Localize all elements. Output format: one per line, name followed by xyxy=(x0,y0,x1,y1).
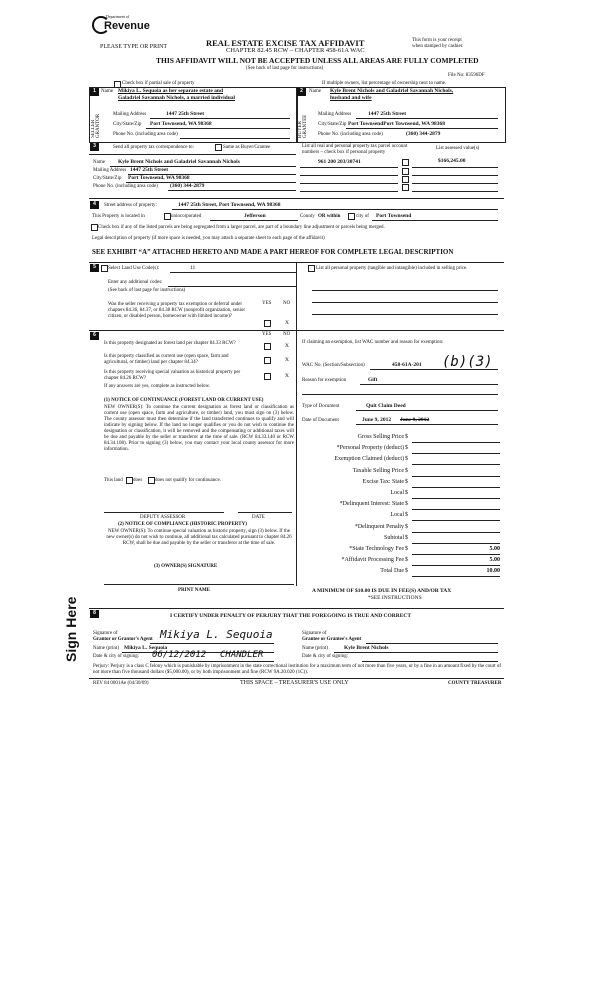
fee-row xyxy=(306,568,500,578)
forest-yes: YES xyxy=(262,332,272,337)
section-1-number: 1 xyxy=(90,88,99,96)
print-name-label: PRINT NAME xyxy=(178,588,210,593)
grantor-name-print-label: Name (print) xyxy=(93,646,119,651)
fee-value: 5.00 xyxy=(489,546,500,552)
forest-q3-answer: X xyxy=(285,373,289,379)
fee-input-line[interactable] xyxy=(412,532,500,533)
land-does-not-checkbox[interactable] xyxy=(148,477,155,484)
fee-dollar-sign: $ xyxy=(405,501,408,508)
tax-city: Port Townsend, WA 98368 xyxy=(128,175,190,181)
forest-q1-answer: X xyxy=(285,343,289,349)
same-as-buyer-checkbox[interactable] xyxy=(215,144,222,151)
segregated-label: Check box if any of the listed parcels are being segregated from a larger parcel, are part of a boundary line adjustment or parcels being merged. xyxy=(98,225,385,230)
perjury-notice: Perjury: Perjury is a class C felony which is punishable by imprisonment in the state correctional institution for a maximum term of not more than five years, or by a fine in an amount fixed by the court of not more than five thousand dollars ($5,000.00), or by both imprisonment and fine (RCW 9A.20.020 (1C)). xyxy=(93,664,502,675)
grantor-city: CHANDLER xyxy=(220,650,264,660)
buyer-mailing-label: Mailing Address xyxy=(318,112,352,117)
notice-2-body: NEW OWNER(S): To continue special valuation as historic property, sign (3) below. If the new owner(s) do not wish to continue, all additional tax calculated pursuant to chapter 84.26 RCW, shall be due and payable by the seller or transferor at the time of sale. xyxy=(106,529,292,546)
fee-label: Subtotal xyxy=(383,534,404,541)
section-4-number: 4 xyxy=(90,201,99,209)
parcels-header-1: List all real and personal property tax parcel account xyxy=(302,144,408,149)
logo-word: Revenue xyxy=(104,20,150,32)
dor-logo xyxy=(92,14,162,40)
grantee-name-print-label: Name (print) xyxy=(302,646,328,651)
street-label: Street address of property: xyxy=(104,203,157,208)
parcel-1-checkbox[interactable] xyxy=(402,159,409,166)
fee-dollar-sign: $ xyxy=(405,478,408,485)
tax-phone: (360) 344-2879 xyxy=(170,183,205,189)
this-land-label: This land xyxy=(104,478,123,483)
wac-value: 458-61A-201 xyxy=(392,362,422,368)
grantor-date-city-label: Date & city of signing: xyxy=(93,654,140,659)
fee-input-line[interactable] xyxy=(412,464,500,465)
fee-input-line[interactable] xyxy=(412,576,500,577)
land-use-label: Select Land Use Code(s): xyxy=(108,266,160,271)
fee-dollar-sign: $ xyxy=(405,523,408,530)
personal-property-label: List all personal property (tangible and intangible) included in selling price. xyxy=(316,266,468,271)
fee-input-line[interactable] xyxy=(412,565,500,566)
fee-input-line[interactable] xyxy=(412,453,500,454)
buyer-name-2: husband and wife xyxy=(330,95,372,101)
section-8-number: 8 xyxy=(90,610,99,618)
fee-label: Total Due xyxy=(380,568,404,575)
grantor-signature: Mikiya L. Sequoia xyxy=(160,628,273,641)
county-label: County xyxy=(300,214,315,219)
fee-input-line[interactable] xyxy=(412,554,500,555)
seller-city: Port Townsend, WA 98368 xyxy=(150,121,212,127)
fee-row xyxy=(306,535,496,545)
parcel-3-checkbox[interactable] xyxy=(402,176,409,183)
fee-row xyxy=(306,445,496,455)
county-treasurer: COUNTY TREASURER xyxy=(448,681,502,686)
exemption-question: Was the seller receiving a property tax exemption or deferral under chapters 84.36, 84.37, or 84.38 RCW (nonprofit organization, senior citizen, or disabled person, homeowner with limited income)? xyxy=(108,302,246,319)
grantee-name-print: Kyle Brent Nichols xyxy=(344,645,389,651)
forest-no: NO xyxy=(283,332,291,337)
personal-property-checkbox[interactable] xyxy=(308,265,315,272)
doc-date-label: Date of Document xyxy=(302,418,339,423)
same-as-buyer-label: Same as Buyer/Grantee xyxy=(223,145,271,150)
form-chapter: CHAPTER 82.45 RCW – CHAPTER 458-61A WAC xyxy=(226,47,365,54)
doc-date-struck: June 9, 2012 xyxy=(400,417,430,423)
forest-q1: Is this property designated as forest land per chapter 84.33 RCW? xyxy=(104,341,236,346)
fee-label: *State Technology Fee xyxy=(349,546,404,552)
enter-additional-codes: Enter any additional codes: xyxy=(108,280,163,285)
fee-label: Excise Tax: State xyxy=(362,478,404,485)
tax-phone-label: Phone No. (including area code) xyxy=(93,184,158,189)
section-2-number: 2 xyxy=(297,88,306,96)
fee-label: Local xyxy=(390,490,404,496)
parcel-1: 961 200 203/30741 xyxy=(318,159,361,165)
fee-input-line[interactable] xyxy=(412,476,500,477)
doc-type-label: Type of Document xyxy=(302,404,340,409)
grantee-agent-label: Grantee or Grantee's Agent xyxy=(302,637,362,642)
fee-dollar-sign: $ xyxy=(405,490,408,496)
land-does-label: does xyxy=(133,478,143,483)
county-value: Jefferson xyxy=(244,213,266,219)
buyer-name-1: Kyle Brent Nichols and Galadriel Savannah Nichols, xyxy=(330,88,454,94)
grantor-name-print: Mikiya L. Sequoia xyxy=(124,645,168,651)
fee-row xyxy=(306,524,496,534)
street-address: 1447 25th Street, Port Townsend, WA 98368 xyxy=(178,202,281,208)
buyer-phone-label: Phone No. (including area code) xyxy=(318,132,383,137)
see-back: (See back of last page for instructions) xyxy=(246,66,324,71)
buyer-city: Port TownsendPort Townsend, WA 98368 xyxy=(348,121,445,127)
section-3-number: 3 xyxy=(90,143,99,151)
fee-label: Taxable Selling Price xyxy=(352,467,404,474)
legal-description-label: Legal description of property (if more space is needed, you may attach a separate sheet to each page of the affidavit) xyxy=(92,236,325,241)
fee-dollar-sign: $ xyxy=(405,445,408,452)
land-use-no: NO xyxy=(283,301,291,306)
unincorporated-checkbox[interactable] xyxy=(164,213,171,220)
forest-q2-answer: X xyxy=(285,357,289,363)
buyer-phone: (360) 344-2879 xyxy=(406,131,441,137)
deputy-date: DATE xyxy=(252,515,265,520)
buyer-name-label: Name xyxy=(309,89,321,94)
fee-row xyxy=(306,546,500,556)
fee-label: Local xyxy=(390,512,404,519)
tax-city-label: City/State/Zip xyxy=(93,176,122,181)
land-does-not-label: does not qualify for continuance. xyxy=(155,478,221,483)
city-of-checkbox[interactable] xyxy=(348,213,355,220)
fee-input-line[interactable] xyxy=(412,487,500,488)
notice-2-title: (2) NOTICE OF COMPLIANCE (HISTORIC PROPERTY) xyxy=(118,522,247,527)
fee-dollar-sign: $ xyxy=(405,557,408,564)
assessed-header: List assessed value(s) xyxy=(436,146,480,151)
reason-value: Gift xyxy=(368,377,378,383)
exempt-yes-checkbox[interactable] xyxy=(264,320,271,327)
land-use-yes: YES xyxy=(262,301,272,306)
certify-title: I CERTIFY UNDER PENALTY OF PERJURY THAT THE FOREGOING IS TRUE AND CORRECT xyxy=(170,613,412,619)
tax-name-label: Name xyxy=(93,160,105,165)
seller-name-label: Name xyxy=(101,89,113,94)
form-title: REAL ESTATE EXCISE TAX AFFIDAVIT xyxy=(206,38,365,48)
seller-mailing-label: Mailing Address xyxy=(113,112,147,117)
fee-row xyxy=(306,456,496,466)
or-within: OR within xyxy=(318,214,341,219)
tax-corr-label: Send all property tax correspondence to: xyxy=(113,145,194,150)
forest-q3: Is this property receiving special valuation as historical property per chapter 84.26 RCW? xyxy=(104,370,241,381)
seller-city-label: City/State/Zip xyxy=(113,122,142,127)
fee-dollar-sign: $ xyxy=(405,467,408,474)
logo-dept: Department of xyxy=(106,14,130,19)
parcel-2-checkbox[interactable] xyxy=(402,168,409,175)
doc-type-value: Quit Claim Deed xyxy=(366,403,406,409)
receipt-note: This form is your receipt when stamped by cashier. xyxy=(412,38,464,49)
please-type: PLEASE TYPE OR PRINT xyxy=(100,44,168,50)
fee-label: *Personal Property (deduct) xyxy=(336,445,404,452)
exhibit-reference: SEE EXHIBIT “A” ATTACHED HERETO AND MADE A PART HEREOF FOR COMPLETE LEGAL DESCRIPTION xyxy=(92,248,454,256)
tax-name: Kyle Brent Nichols and Galadriel Savannah Nichols xyxy=(118,159,240,165)
fee-input-line[interactable] xyxy=(412,520,500,521)
land-does-checkbox[interactable] xyxy=(126,477,133,484)
seller-name-1: Mikiya L. Sequoia as her separate estate and xyxy=(118,88,224,94)
partial-sale-label: Check box if partial sale of property xyxy=(122,81,195,86)
fee-input-line[interactable] xyxy=(412,442,500,443)
claim-exemption-label: If claiming an exemption, list WAC number and reason for exemption: xyxy=(302,340,444,345)
forest-if-yes: If any answers are yes, complete as instructed below. xyxy=(104,384,211,389)
fee-row xyxy=(306,434,496,444)
fee-value: 10.00 xyxy=(486,568,500,575)
form-warning: THIS AFFIDAVIT WILL NOT BE ACCEPTED UNLESS ALL AREAS ARE FULLY COMPLETED xyxy=(156,56,479,65)
file-no: File No: 83596DF xyxy=(448,73,485,78)
seller-name-2: Galadriel Savannah Nichols, a married individual xyxy=(118,95,236,101)
fee-row xyxy=(306,501,496,511)
fee-label: *Delinquent Interest: State xyxy=(339,501,404,508)
multiple-owners-note: If multiple owners, list percentage of ownership next to name. xyxy=(322,81,447,86)
fee-label: *Delinquent Penalty xyxy=(354,523,404,530)
tax-mailing-label: Mailing Address xyxy=(93,168,127,173)
fee-dollar-sign: $ xyxy=(405,456,408,463)
grantor-date: 06/12/2012 xyxy=(152,650,207,660)
seller-side-label: SELLER GRANTOR xyxy=(91,113,101,138)
fee-dollar-sign: $ xyxy=(405,546,408,552)
fee-row xyxy=(306,557,500,567)
fee-label: Gross Selling Price xyxy=(357,434,404,440)
forest-q2-yes-checkbox[interactable] xyxy=(264,357,271,364)
notice-1-body: NEW OWNER(S): To continue the current designation as forest land or classification as current use (open space, farm and agriculture, or timber) land, you must sign on (3) below. The county assessor must then determine if the land transferred continues to qualify and will indicate by signing below. If the land no longer qualifies or you do not wish to continue the designation or classification, it will be removed and the compensating or additional taxes will be due and payable by the seller or transferor at the time of sale. (RCW 84.33.140 or RCW 84.34.108). Prior to signing (3) below, you may contact your local county assessor for more information. xyxy=(104,405,294,452)
grantor-agent-label: Grantor or Grantor's Agent xyxy=(93,637,153,642)
seller-phone-label: Phone No. (including area code) xyxy=(113,132,178,137)
fee-value: 5.00 xyxy=(489,557,500,564)
fee-dollar-sign: $ xyxy=(405,568,408,575)
buyer-side-label: BUYER GRANTEE xyxy=(298,114,308,138)
land-use-checkbox[interactable] xyxy=(101,265,108,272)
fee-dollar-sign: $ xyxy=(405,534,408,541)
section-6-number: 6 xyxy=(90,332,99,340)
fee-input-line[interactable] xyxy=(412,543,500,544)
wac-handwritten: (b)(3) xyxy=(442,354,493,370)
fee-label: Exemption Claimed (deduct) xyxy=(334,456,404,463)
reason-label: Reason for exemption xyxy=(302,378,347,383)
tax-mailing: 1447 25th Street xyxy=(130,167,169,173)
minimum-due: A MINIMUM OF $10.00 IS DUE IN FEE(S) AND/OR TAX xyxy=(312,588,452,594)
fee-dollar-sign: $ xyxy=(405,434,408,440)
deputy-assessor: DEPUTY ASSESSOR xyxy=(140,515,186,520)
fee-dollar-sign: $ xyxy=(405,512,408,519)
forest-q1-yes-checkbox[interactable] xyxy=(264,343,271,350)
forest-q3-yes-checkbox[interactable] xyxy=(264,373,271,380)
forest-q2: Is this property classified as current use (open space, farm and agricultural, or timber) land per chapter 84.34? xyxy=(104,354,229,365)
parcel-4-checkbox[interactable] xyxy=(402,184,409,191)
parcels-header-2: numbers – check box if personal property xyxy=(302,150,386,155)
fee-row xyxy=(306,490,496,500)
buyer-city-label: City/State/Zip xyxy=(318,122,347,127)
grantor-sig-label: Signature of xyxy=(93,631,118,636)
fee-row xyxy=(306,479,496,489)
fee-label: *Affidavit Processing Fee xyxy=(341,557,404,564)
grantee-sig-label: Signature of xyxy=(302,631,327,636)
land-use-see-back: (See back of last page for instructions) xyxy=(108,288,186,293)
see-instructions: *SEE INSTRUCTIONS xyxy=(368,595,422,601)
fee-row xyxy=(306,512,496,522)
grantee-date-city-label: Date & city of signing: xyxy=(302,654,349,659)
unincorporated-label: unincorporated xyxy=(171,214,202,219)
fee-input-line[interactable] xyxy=(412,509,500,510)
wac-label: WAC No. (Section/Subsection) xyxy=(302,363,365,368)
owner-signature-label: (3) OWNER(S) SIGNATURE xyxy=(154,564,218,569)
seller-mailing: 1447 25th Street xyxy=(166,111,205,117)
sign-here: Sign Here xyxy=(63,596,79,662)
treasurer-use-only: THIS SPACE – TREASURER'S USE ONLY xyxy=(240,680,349,686)
land-use-code: 11 xyxy=(190,265,196,271)
assessed-value-1: $166,245.00 xyxy=(438,158,466,164)
doc-date-value: June 9, 2012 xyxy=(362,417,392,423)
buyer-mailing: 1447 25th Street xyxy=(368,111,407,117)
city-value: Port Townsend xyxy=(376,213,412,219)
notice-1-title: (1) NOTICE OF CONTINUANCE (FOREST LAND OR CURRENT USE) xyxy=(104,398,264,403)
exempt-answer-no: X xyxy=(285,320,289,326)
section-5-number: 5 xyxy=(90,264,99,272)
fee-row xyxy=(306,468,496,478)
form-revision: REV 84 0001Ae (04/30/09) xyxy=(93,681,149,686)
fee-input-line[interactable] xyxy=(412,498,500,499)
city-of-label: city of xyxy=(356,214,369,219)
located-in: This Property is located in xyxy=(92,214,145,219)
segregated-checkbox[interactable] xyxy=(91,224,98,231)
